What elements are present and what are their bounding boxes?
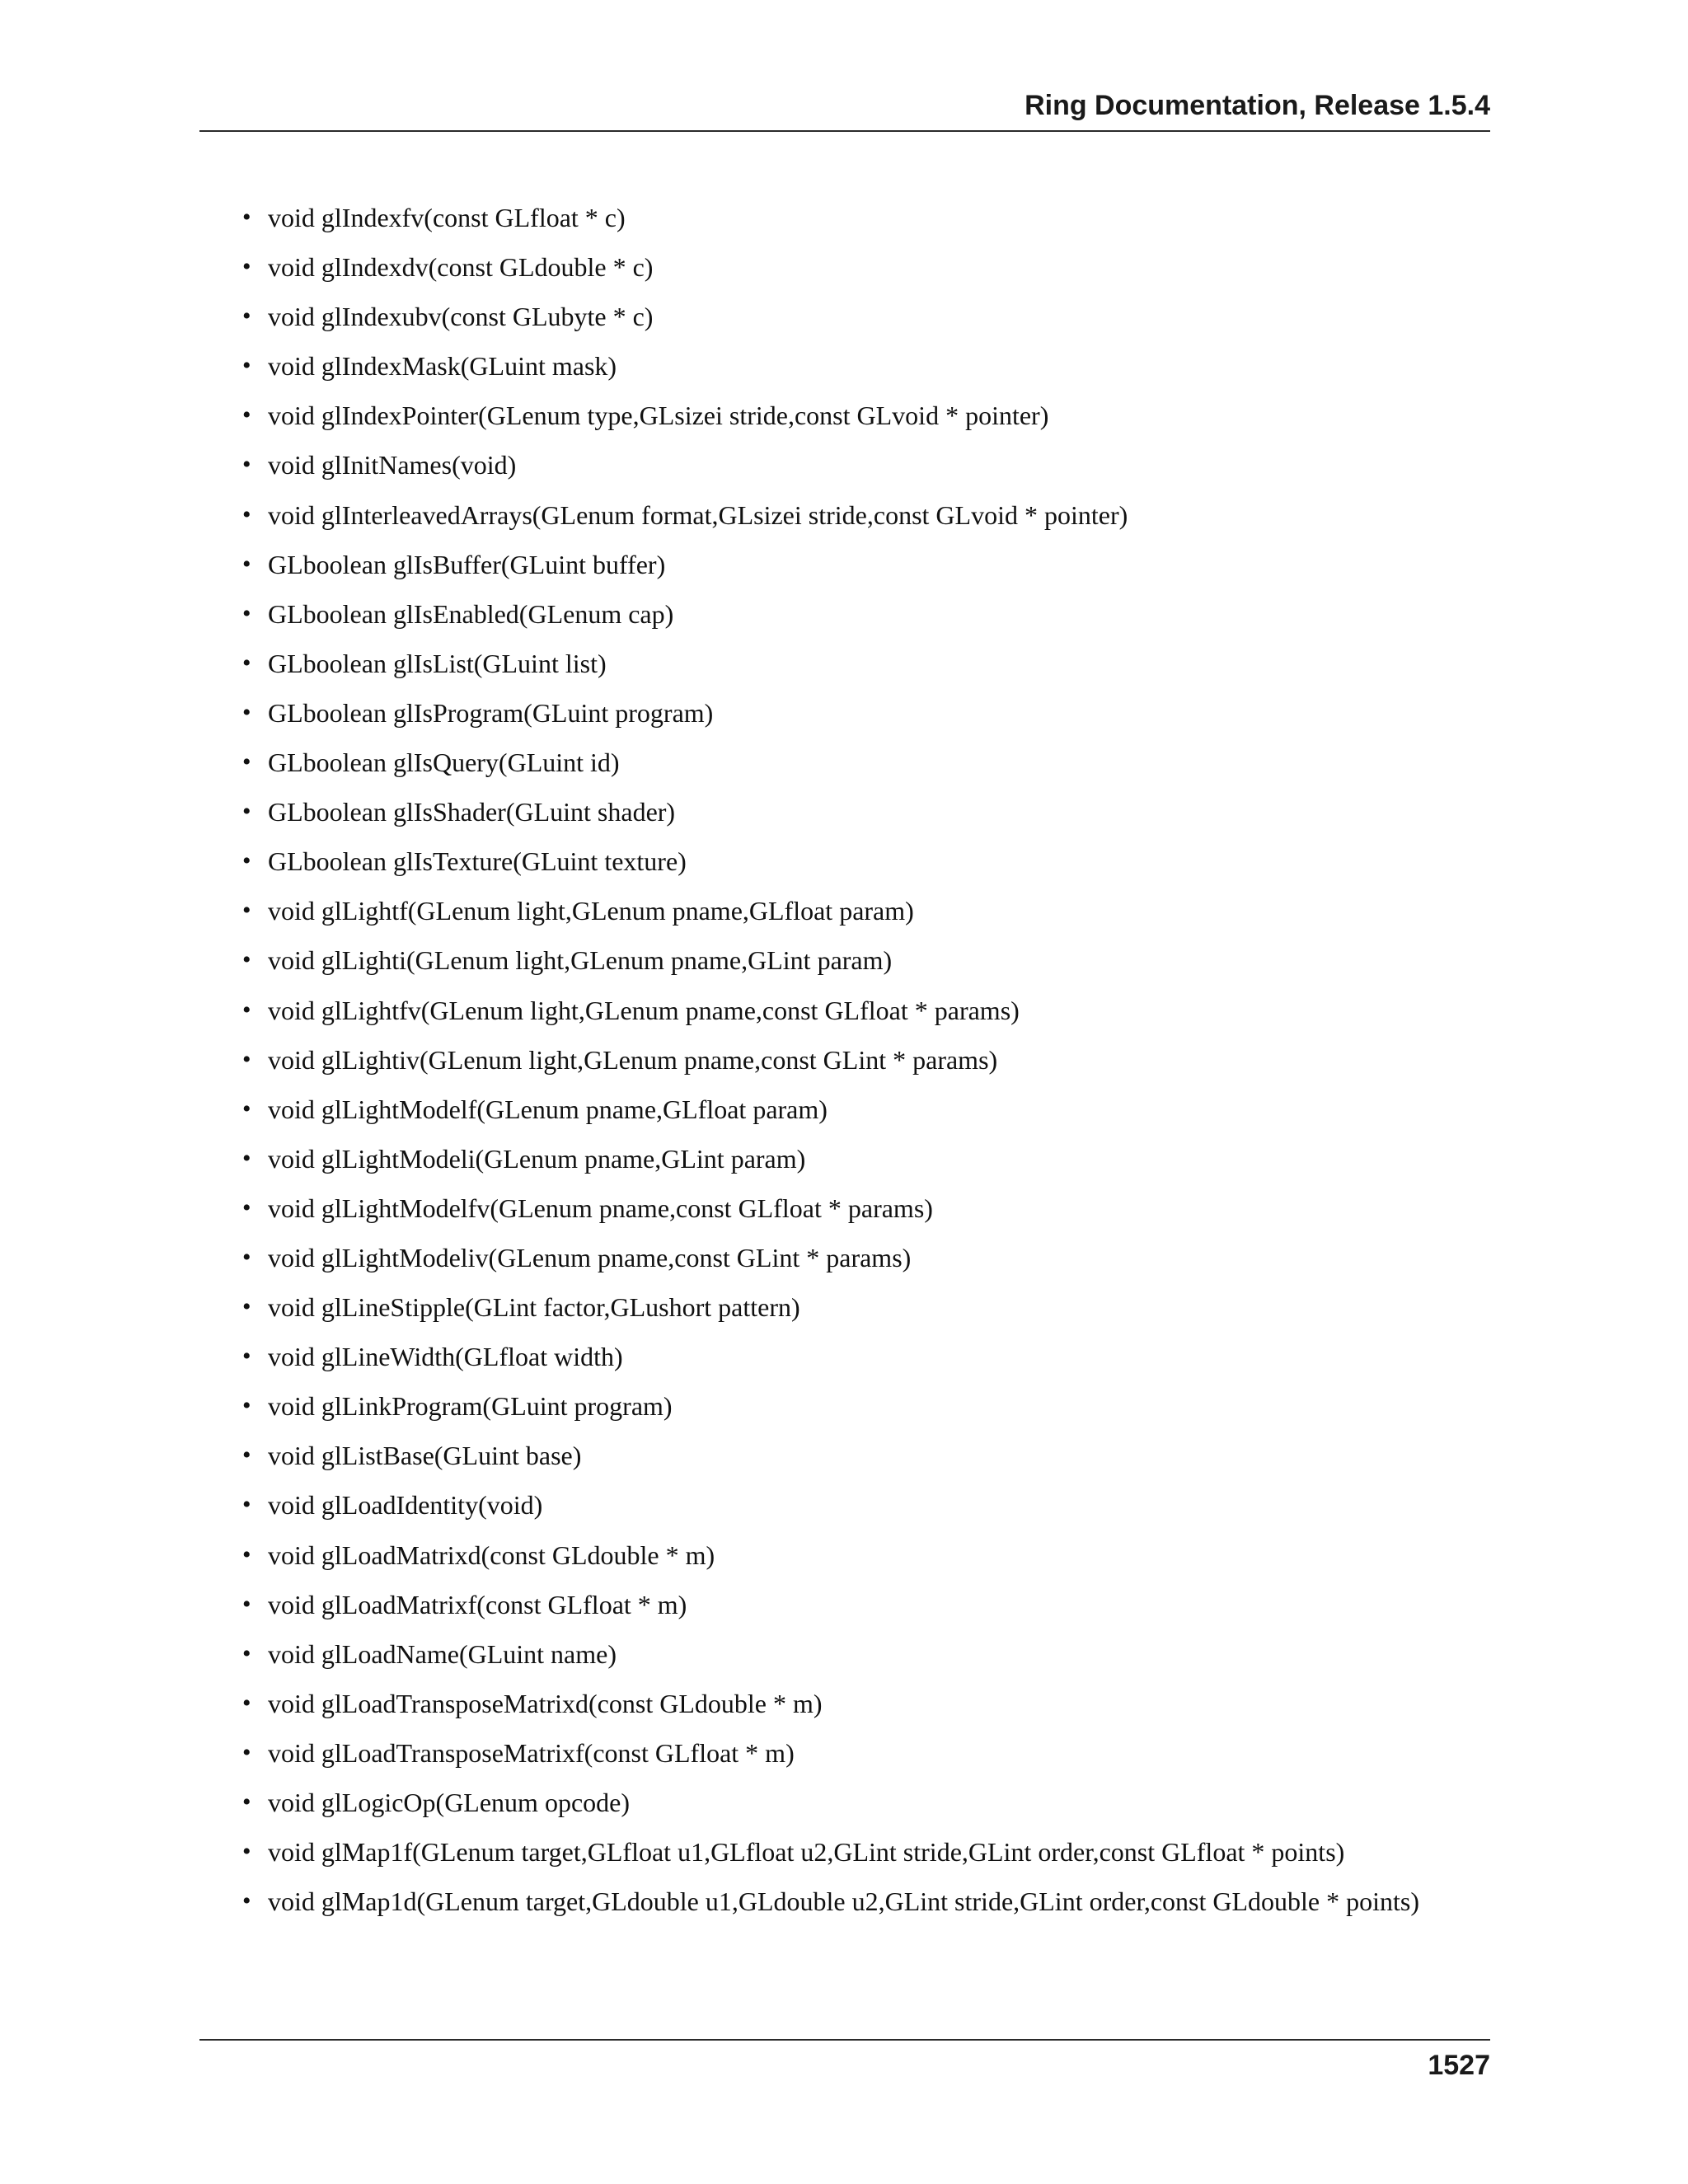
bullet-icon: • — [242, 798, 251, 826]
list-item — [242, 596, 1419, 645]
list-item — [242, 1487, 1419, 1536]
list-item — [242, 497, 1419, 546]
bullet-icon: • — [242, 1590, 251, 1618]
bullet-icon: • — [242, 401, 251, 429]
list-item — [242, 1883, 1419, 1933]
list-item — [242, 1735, 1419, 1784]
list-item — [242, 992, 1419, 1042]
function-signature: void glLineStipple(GLint factor,GLushort pattern) — [268, 1292, 800, 1323]
function-signature: void glListBase(GLuint base) — [268, 1441, 582, 1471]
list-item — [242, 199, 1419, 249]
function-signature: GLboolean glIsList(GLuint list) — [268, 648, 607, 678]
list-item — [242, 1141, 1419, 1190]
bullet-icon: • — [242, 1343, 251, 1371]
bullet-icon: • — [242, 1838, 251, 1866]
bullet-icon: • — [242, 550, 251, 578]
bullet-icon: • — [242, 1144, 251, 1172]
list-item — [242, 397, 1419, 447]
bullet-icon: • — [242, 996, 251, 1024]
function-signature: GLboolean glIsTexture(GLuint texture) — [268, 846, 687, 877]
function-signature: GLboolean glIsProgram(GLuint program) — [268, 697, 714, 728]
function-signature: void glLightiv(GLenum light,GLenum pname,const GLint * params) — [268, 1044, 998, 1075]
bullet-icon: • — [242, 1540, 251, 1568]
function-signature: void glLoadMatrixd(const GLdouble * m) — [268, 1540, 715, 1570]
bullet-icon: • — [242, 1491, 251, 1519]
list-item — [242, 1636, 1419, 1685]
function-list — [242, 199, 1419, 1933]
running-header: Ring Documentation, Release 1.5.4 — [1025, 90, 1490, 121]
function-signature: void glIndexdv(const GLdouble * c) — [268, 252, 654, 283]
function-signature: void glMap1d(GLenum target,GLdouble u1,GLdouble u2,GLint stride,GLint order,const GLdouble * points) — [268, 1886, 1419, 1917]
list-item — [242, 1784, 1419, 1834]
page-number: 1527 — [1428, 2050, 1490, 2081]
list-item — [242, 942, 1419, 991]
function-signature: GLboolean glIsShader(GLuint shader) — [268, 797, 676, 827]
list-item — [242, 1437, 1419, 1487]
bullet-icon: • — [242, 847, 251, 875]
function-signature: void glLightModeli(GLenum pname,GLint param) — [268, 1143, 806, 1174]
list-item — [242, 1834, 1419, 1883]
list-item — [242, 1586, 1419, 1636]
function-signature: void glLightModelf(GLenum pname,GLfloat param) — [268, 1094, 828, 1124]
function-signature: GLboolean glIsEnabled(GLenum cap) — [268, 598, 674, 629]
function-signature: void glLoadTransposeMatrixf(const GLfloat * m) — [268, 1737, 795, 1768]
bullet-icon: • — [242, 302, 251, 330]
list-item — [242, 1289, 1419, 1338]
function-signature: void glLineWidth(GLfloat width) — [268, 1342, 623, 1372]
bullet-icon: • — [242, 1887, 251, 1915]
list-item — [242, 348, 1419, 397]
bullet-icon: • — [242, 253, 251, 281]
function-signature: void glLighti(GLenum light,GLenum pname,GLint param) — [268, 945, 893, 976]
list-item — [242, 645, 1419, 695]
function-signature: void glLinkProgram(GLuint program) — [268, 1391, 673, 1422]
header-divider — [199, 130, 1490, 132]
list-item — [242, 249, 1419, 298]
list-item — [242, 1190, 1419, 1240]
list-item — [242, 794, 1419, 843]
bullet-icon: • — [242, 1738, 251, 1766]
list-item — [242, 1042, 1419, 1091]
function-signature: void glLightf(GLenum light,GLenum pname,GLfloat param) — [268, 896, 914, 926]
bullet-icon: • — [242, 897, 251, 925]
list-item — [242, 546, 1419, 596]
bullet-icon: • — [242, 1441, 251, 1469]
function-signature: void glLoadMatrixf(const GLfloat * m) — [268, 1589, 687, 1619]
list-item — [242, 1537, 1419, 1586]
function-signature: void glIndexPointer(GLenum type,GLsizei stride,const GLvoid * pointer) — [268, 401, 1049, 431]
bullet-icon: • — [242, 204, 251, 231]
bullet-icon: • — [242, 500, 251, 528]
function-signature: void glLogicOp(GLenum opcode) — [268, 1788, 630, 1817]
bullet-icon: • — [242, 1293, 251, 1321]
function-signature: void glIndexfv(const GLfloat * c) — [268, 203, 626, 232]
bullet-icon: • — [242, 698, 251, 726]
function-signature: void glLightModelfv(GLenum pname,const GLfloat * params) — [268, 1193, 933, 1223]
list-item — [242, 1685, 1419, 1735]
bullet-icon: • — [242, 1689, 251, 1717]
function-signature: GLboolean glIsQuery(GLuint id) — [268, 748, 620, 778]
bullet-icon: • — [242, 649, 251, 677]
list-item — [242, 1240, 1419, 1289]
function-signature: GLboolean glIsBuffer(GLuint buffer) — [268, 549, 666, 579]
list-item — [242, 843, 1419, 893]
function-signature: void glIndexubv(const GLubyte * c) — [268, 302, 654, 332]
bullet-icon: • — [242, 946, 251, 974]
function-signature: void glIndexMask(GLuint mask) — [268, 351, 617, 382]
bullet-icon: • — [242, 1045, 251, 1073]
bullet-icon: • — [242, 599, 251, 627]
list-item — [242, 1388, 1419, 1437]
bullet-icon: • — [242, 1094, 251, 1122]
function-signature: void glLoadTransposeMatrixd(const GLdouble * m) — [268, 1688, 823, 1718]
bullet-icon: • — [242, 748, 251, 776]
function-signature: void glLoadName(GLuint name) — [268, 1638, 617, 1669]
list-item — [242, 298, 1419, 348]
function-signature: void glMap1f(GLenum target,GLfloat u1,GLfloat u2,GLint stride,GLint order,const GLfloat * points) — [268, 1837, 1345, 1868]
bullet-icon: • — [242, 1788, 251, 1816]
footer-divider — [199, 2039, 1490, 2041]
bullet-icon: • — [242, 451, 251, 479]
function-signature: void glInitNames(void) — [268, 450, 517, 480]
bullet-icon: • — [242, 1243, 251, 1271]
list-item — [242, 893, 1419, 942]
function-signature: void glInterleavedArrays(GLenum format,GLsizei stride,const GLvoid * pointer) — [268, 499, 1128, 530]
function-signature: void glLightfv(GLenum light,GLenum pname,const GLfloat * params) — [268, 995, 1020, 1025]
function-signature: void glLoadIdentity(void) — [268, 1490, 543, 1521]
bullet-icon: • — [242, 1392, 251, 1420]
bullet-icon: • — [242, 1193, 251, 1221]
bullet-icon: • — [242, 352, 251, 380]
list-item — [242, 744, 1419, 794]
bullet-icon: • — [242, 1639, 251, 1667]
function-signature: void glLightModeliv(GLenum pname,const GLint * params) — [268, 1242, 912, 1272]
list-item — [242, 1091, 1419, 1141]
list-item — [242, 695, 1419, 744]
list-item — [242, 447, 1419, 496]
list-item — [242, 1338, 1419, 1388]
